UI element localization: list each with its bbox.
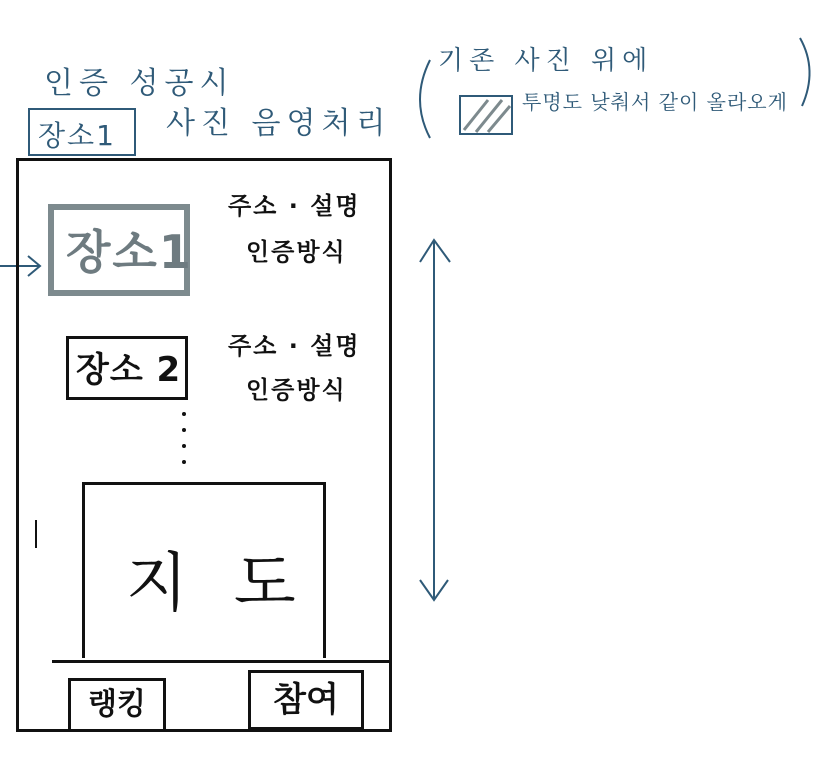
auth-success-note: 인증 성공시 <box>44 66 235 101</box>
aside-title-note: 기존 사진 위에 <box>438 46 654 76</box>
hatched-swatch-icon <box>460 96 512 134</box>
place-address-2: 주소 · 설명 <box>228 332 361 360</box>
join-button[interactable]: 참여 <box>248 670 364 730</box>
place-auth-method-1: 인증방식 <box>246 238 347 266</box>
aside-desc-note: 투명도 낮춰서 같이 올라오게 <box>522 90 788 114</box>
ranking-button[interactable]: 랭킹 <box>68 678 166 732</box>
photo-shade-note: 사진 음영처리 <box>166 106 392 141</box>
place-label-note: 장소1 <box>38 119 116 152</box>
place-address-1: 주소 · 설명 <box>228 192 361 220</box>
place-name-2: 장소 2 <box>76 350 182 390</box>
map-label: 지도 <box>126 547 342 621</box>
place-auth-method-2: 인증방식 <box>246 376 347 404</box>
place-name-1: 장소1 <box>66 225 193 279</box>
scroll-double-arrow-icon <box>420 240 450 600</box>
aside-open-paren <box>420 60 430 138</box>
aside-close-paren <box>800 38 810 106</box>
